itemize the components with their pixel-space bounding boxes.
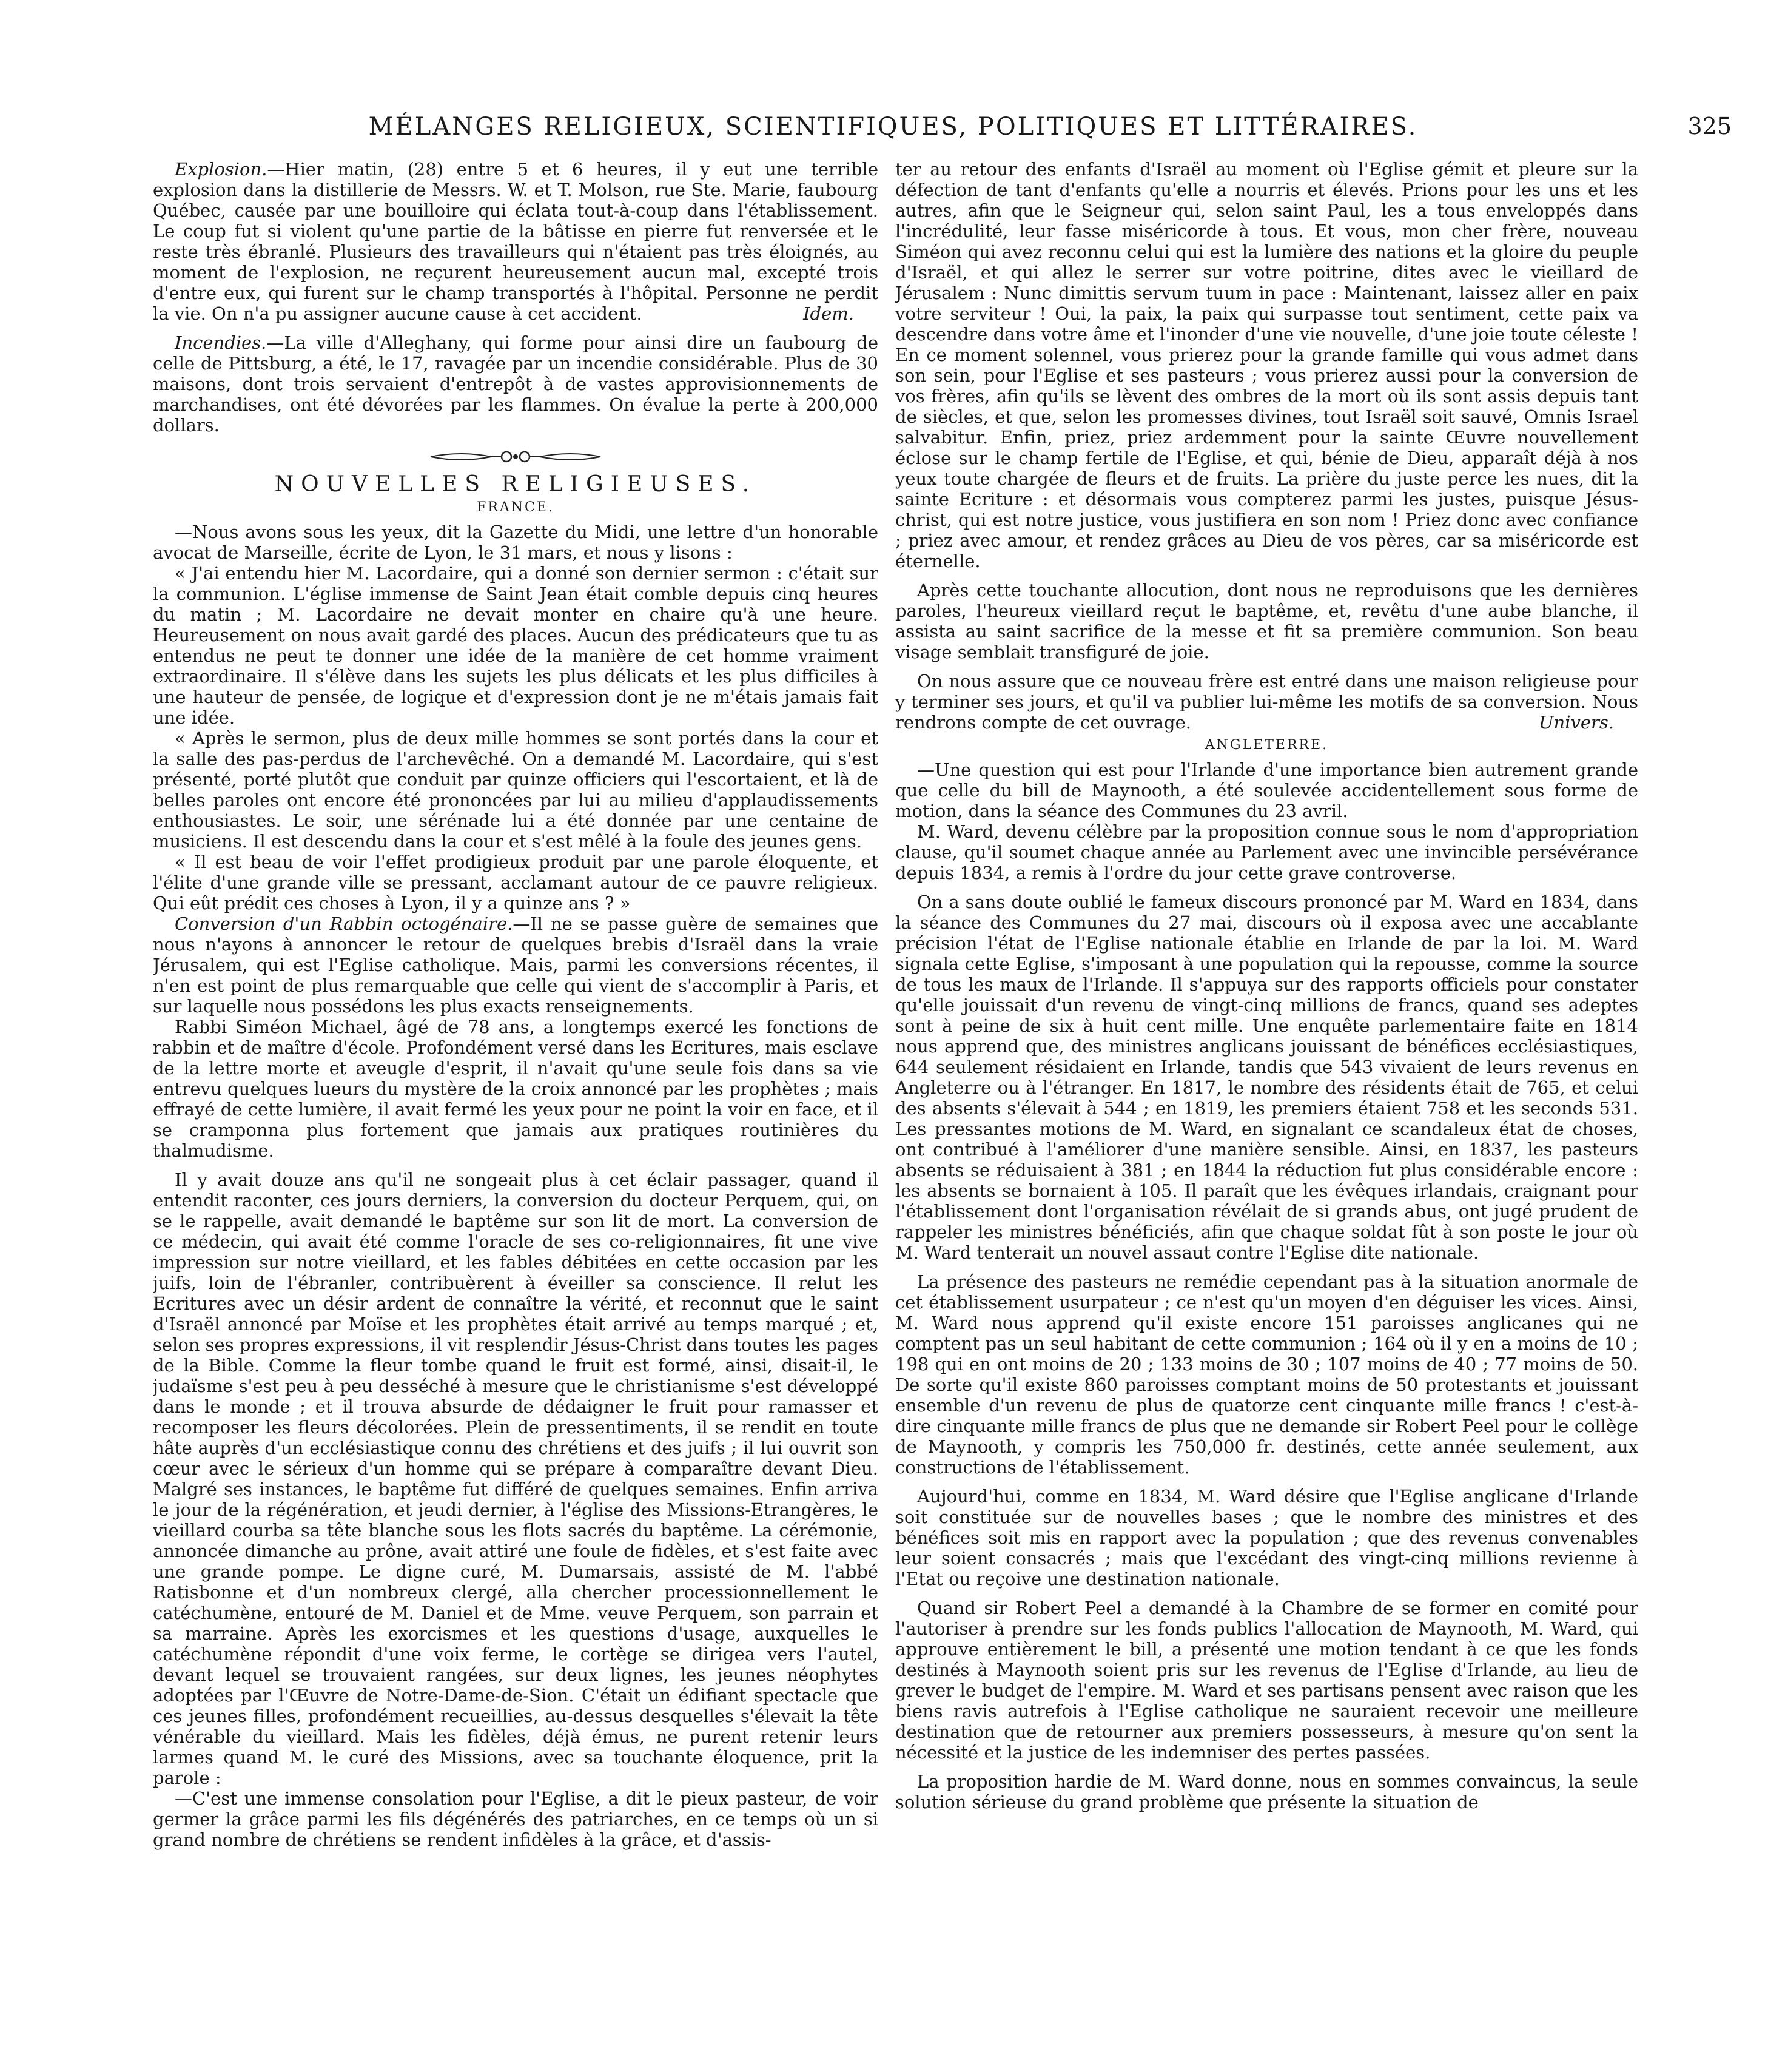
paragraph: ter au retour des enfants d'Israël au moment où l'Eglise gémit et pleure sur la défection de tant d'enfants qu'elle a nourris et élevés. Prions pour les uns et les autres, afin que le Seigneur qui, selon saint Paul, les a tous enveloppés dans l'incrédulité, leur fasse miséricorde à tous. Et vous, mon cher frère, nouveau Siméon qui avez reconnu celui qui est la lumière des nations et la gloire du peuple d'Israël, et qui allez le serrer sur votre poitrine, dites avec le vieillard de Jérusalem : Nunc dimittis servum tuum in pace : Maintenant, laissez aller en paix votre serviteur ! Oui, la paix, la paix qui surpasse tout sentiment, cette paix va descendre dans votre âme et l'inonder d'une vie nouvelle, d'une joie toute céleste ! En ce moment solennel, vous prierez pour la grande famille qui vous admet dans son sein, pour l'Eglise et ses pasteurs ; vous prierez aussi pour la conversion de vos frères, afin qu'ils se lèvent des ombres de la mort où ils sont assis depuis tant de siècles, et que, selon les promesses divines, tout Israël soit sauvé, Omnis Israel salvabitur. Enfin, priez, priez ardemment pour la sainte Œuvre nouvellement éclose sur le champ fertile de l'Eglise, et qui, bénie de Dieu, apparaît déjà à nos yeux toute chargée de fleurs et de fruits. La prière du juste perce les nues, dit la sainte Ecriture : et désormais vous compterez parmi les justes, puisque Jésus-christ, qui est notre justice, vous justifiera en son nom ! Priez donc avec confiance ; priez avec amour, et rendez grâces au Dieu de vos pères, car sa miséricorde est éternelle. xyxy=(895,159,1638,571)
left-column xyxy=(153,159,878,2045)
paragraph: La présence des pasteurs ne remédie cependant pas à la situation anormale de cet établissement usurpateur ; ce n'est qu'un moyen d'en déguiser les vices. Ainsi, M. Ward nous apprend qu'il existe encore 151 paroisses anglicanes qui ne comptent pas un seul habitant de cette communion ; 164 où il y en a moins de 10 ; 198 qui en ont moins de 20 ; 133 moins de 30 ; 107 moins de 40 ; 77 moins de 50. De sorte qu'il existe 860 paroisses comptant moins de 50 protestants et jouissant ensemble d'un revenu de plus de quatorze cent cinquante mille francs ! c'est-à-dire cinquante mille francs de plus que ne demande sir Robert Peel pour le collège de Maynooth, y compris les 750,000 fr. destinés, cette année seulement, aux constructions de l'établissement. xyxy=(895,1271,1638,1478)
paragraph: Rabbi Siméon Michael, âgé de 78 ans, a longtemps exercé les fonctions de rabbin et de maître d'école. Profondément versé dans les Ecritures, mais esclave de la lettre morte et aveugle d'esprit, il n'avait qu'une seule fois dans sa vie entrevu quelques lueurs du mystère de la croix annoncé par les prophètes ; mais effrayé de cette lumière, il avait fermé les yeux pour ne point la voir en face, et il se cramponna plus fortement que jamais aux pratiques routinières du thalmudisme. xyxy=(153,1017,878,1161)
ornament-icon xyxy=(425,449,607,464)
conversion-text: —Il ne se passe guère de semaines que nous n'ayons à annoncer le retour de quelques brebis d'Israël dans la vraie Jérusalem, qui est l'Eglise catholique. Mais, parmi les conversions récentes, il n'en est point de plus remarquable que celle qui vient de s'accomplir à Paris, et sur laquelle nous possédons les plus exacts renseignements. xyxy=(153,913,878,1017)
paragraph-univers xyxy=(895,671,1638,733)
paragraph: « Après le sermon, plus de deux mille hommes se sont portés dans la cour et la salle des pas-perdus de l'archevêché. On a demandé M. Lacordaire, qui s'est présenté, porté plutôt que conduit par quinze officiers qui l'escortaient, et là de belles paroles ont encore été prononcées par lui au milieu d'applaudissements enthousiastes. Le soir, une sérénade lui a été donnée par une centaine de musiciens. Il est descendu dans la cour et s'est mêlé à la foule des jeunes gens. xyxy=(153,728,878,852)
paragraph: —Nous avons sous les yeux, dit la Gazette du Midi, une lettre d'un honorable avocat de Marseille, écrite de Lyon, le 31 mars, et nous y lisons : xyxy=(153,522,878,563)
subsection-france: FRANCE. xyxy=(477,500,554,515)
conversion-lead: Conversion d'un Rabbin octogénaire. xyxy=(175,913,513,934)
paragraph: —C'est une immense consolation pour l'Eglise, a dit le pieux pasteur, de voir germer la grâce parmi les fils dégénérés des patriarches, en ce temps où un si grand nombre de chrétiens se rendent infidèles à la grâce, et d'assis- xyxy=(153,1788,878,1850)
incendies-lead: Incendies. xyxy=(175,332,267,353)
paragraph-incendies xyxy=(153,332,878,436)
paragraph: Aujourd'hui, comme en 1834, M. Ward désire que l'Eglise anglicane d'Irlande soit constituée sur de nouvelles bases ; que le nombre des ministres et des bénéfices soit mis en rapport avec la population ; que des revenus convenables leur soient consacrés ; mais que l'excédant des vingt-cinq millions revienne à l'Etat ou reçoive une destination nationale. xyxy=(895,1486,1638,1589)
paragraph: Quand sir Robert Peel a demandé à la Chambre de se former en comité pour l'autoriser à prendre sur les fonds publics l'allocation de Maynooth, M. Ward, qui approuve entièrement le bill, a présenté une motion tendant à ce que les fonds destinés à Maynooth soient pris sur les revenus de l'Eglise d'Irlande, au lieu de grever le budget de l'empire. M. Ward et ses partisans pensent avec raison que les biens ravis autrefois à l'Eglise catholique ne sauraient recevoir une meilleure destination que de retourner aux premiers possesseurs, à mesure qu'on sent la nécessité et la justice de les indemniser des pertes passées. xyxy=(895,1598,1638,1763)
explosion-lead: Explosion. xyxy=(175,159,267,180)
running-title: MÉLANGES RELIGIEUX, SCIENTIFIQUES, POLITIQUES ET LITTÉRAIRES. xyxy=(368,113,1418,141)
paragraph: Il y avait douze ans qu'il ne songeait plus à cet éclair passager, quand il entendit raconter, ces jours derniers, la conversion du docteur Perquem, qui, on se le rappelle, avait demandé le baptême sur son lit de mort. La conversion de ce médecin, qui avait été comme l'oracle de ses co-religionnaires, fit une vive impression sur notre vieillard, et les fables débitées en cette occasion par les juifs, loin de l'ébranler, contribuèrent à éveiller sa conscience. Il relut les Ecritures avec un désir ardent de connaître la vérité, et reconnut que le saint d'Israël annoncé par Moïse et les prophètes était arrivé au temps marqué ; et, selon ses propres expressions, il vit resplendir Jésus-Christ dans toutes les pages de la Bible. Comme la fleur tombe quand le fruit est formé, ainsi, disait-il, le judaïsme s'est peu à peu desséché à mesure que le christianisme s'est développé dans le monde ; et il trouva absurde de dédaigner le fruit pour ramasser et recomposer les fleurs décolorées. Plein de pressentiments, il se rendit en toute hâte auprès d'un ecclésiastique connu des chrétiens et des juifs ; il lui ouvrit son cœur avec le sérieux d'un homme qui se prépare à comparaître devant Dieu. Malgré ses instances, le baptême fut différé de quelques semaines. Enfin arriva le jour de la régénération, et jeudi dernier, à l'église des Missions-Etrangères, le vieillard courba sa tête blanche sous les flots sacrés du baptême. La cérémonie, annoncée dimanche au prône, avait attiré une foule de fidèles, et s'est faite avec une grande pompe. Le digne curé, M. Dumarsais, assisté de M. l'abbé Ratisbonne et d'un nombreux clergé, alla chercher processionnellement le catéchumène, entouré de M. Daniel et de Mme. veuve Perquem, son parrain et sa marraine. Après les exorcismes et les questions d'usage, auxquelles le catéchumène répondit d'une voix ferme, le cortège se dirigea vers l'autel, devant lequel se trouvaient rangées, sur deux lignes, les jeunes néophytes adoptées par l'Œuvre de Notre-Dame-de-Sion. C'était un édifiant spectacle que ces jeunes filles, profondément recueillies, au-dessus desquelles s'élevait la tête vénérable du vieillard. Mais les fidèles, déjà émus, ne purent retenir leurs larmes quand M. le curé des Missions, avec sa touchante éloquence, prit la parole : xyxy=(153,1169,878,1788)
subsection-angleterre: ANGLETERRE. xyxy=(1205,738,1329,753)
paragraph: Après cette touchante allocution, dont nous ne reproduisons que les dernières paroles, l'heureux vieillard reçut le baptême, et, revêtu d'une aube blanche, il assista au saint sacrifice de la messe et fit sa première communion. Son beau visage semblait transfiguré de joie. xyxy=(895,580,1638,662)
paragraph: « J'ai entendu hier M. Lacordaire, qui a donné son dernier sermon : c'était sur la communion. L'église immense de Saint Jean était comble depuis cinq heures du matin ; M. Lacordaire ne devait monter en chaire qu'à une heure. Heureusement on nous avait gardé des places. Aucun des prédicateurs que tu as entendus ne peut te donner une idée de la manière de cet homme vraiment extraordinaire. Il s'élève dans les sujets les plus délicats et les plus difficiles à une hauteur de pensée, de logique et d'expression dont je ne m'étais jamais fait une idée. xyxy=(153,563,878,728)
running-head xyxy=(139,113,1732,149)
paragraph: La proposition hardie de M. Ward donne, nous en sommes convaincus, la seule solution sérieuse du grand problème que présente la situation de xyxy=(895,1771,1638,1812)
paragraph: —Une question qui est pour l'Irlande d'une importance bien autrement grande que celle du bill de Maynooth, a été soulevée accidentellement sous forme de motion, dans la séance des Communes du 23 avril. xyxy=(895,759,1638,821)
incendies-text: —La ville d'Alleghany, qui forme pour ainsi dire un faubourg de celle de Pittsburg, a été, le 17, ravagée par un incendie considérable. Plus de 30 maisons, dont trois servaient d'entrepôt à de vastes approvisionnements de marchandises, ont été dévorées par les flammes. On évalue la perte à 200,000 dollars. xyxy=(153,332,878,436)
explosion-signature: Idem. xyxy=(803,303,854,324)
explosion-text: —Hier matin, (28) entre 5 et 6 heures, il y eut une terrible explosion dans la distillerie de Messrs. W. et T. Molson, rue Ste. Marie, faubourg Québec, causée par une bouilloire qui éclata tout-à-coup dans l'établissement. Le coup fut si violent qu'une partie de la bâtisse en pierre fut renversée et le reste très ébranlé. Plusieurs des travailleurs qui n'étaient pas très éloignés, au moment de l'explosion, ne reçurent heureusement aucun mal, excepté trois d'entre eux, qui furent sur le champ transportés à l'hôpital. Personne ne perdit la vie. On n'a pu assigner aucune cause à cet accident. xyxy=(153,159,878,324)
paragraph: M. Ward, devenu célèbre par la proposition connue sous le nom d'appropriation clause, qu'il soumet chaque année au Parlement avec une invincible persévérance depuis 1834, a remis à l'ordre du jour cette grave controverse. xyxy=(895,821,1638,883)
paragraph-explosion xyxy=(153,159,878,324)
section-title: NOUVELLES RELIGIEUSES. xyxy=(274,472,757,497)
paragraph: « Il est beau de voir l'effet prodigieux produit par une parole éloquente, et l'élite d'une grande ville se pressant, acclamant autour de ce pauvre religieux. Qui eût prédit ces choses à Lyon, il y a quinze ans ? » xyxy=(153,852,878,913)
ornament-divider xyxy=(153,448,878,468)
univers-text: On nous assure que ce nouveau frère est entré dans une maison religieuse pour y terminer ses jours, et qu'il va publier lui-même les motifs de sa conversion. Nous rendrons compte de cet ouvrage. xyxy=(895,671,1638,733)
paragraph: On a sans doute oublié le fameux discours prononcé par M. Ward en 1834, dans la séance des Communes du 27 mai, discours où il exposa avec une accablante précision l'état de l'Eglise nationale établie en Irlande de par la loi. M. Ward signala cette Eglise, s'imposant à une population qui la repousse, comme la source de tous les maux de l'Irlande. Il s'appuya sur des rapports officiels pour constater qu'elle jouissait d'un revenu de vingt-cinq millions de francs, quand ses adeptes sont à peine de six à huit cent mille. Une enquête parlementaire faite en 1814 nous apprend que, des ministres anglicans jouissant de bénéfices ecclésiastiques, 644 seulement résidaient en Irlande, tandis que 543 vivaient de leurs revenus en Angleterre ou à l'étranger. En 1817, le nombre des résidents était de 765, et celui des absents s'élevait à 544 ; en 1819, les premiers étaient 758 et les seconds 531. Les pressantes motions de M. Ward, en signalant ce scandaleux état de choses, ont contribué à l'améliorer d'une manière sensible. Ainsi, en 1837, les pasteurs absents se réduisaient à 381 ; en 1844 la réduction fut plus considérable encore : les absents se bornaient à 105. Il paraît que les évêques irlandais, craignant pour l'établissement dont l'organisation révélait de si grands abus, ont jugé prudent de rappeler les ministres bénéficiés, afin que chaque soldat fût à son poste le jour où M. Ward tenterait un nouvel assaut contre l'Eglise dite nationale. xyxy=(895,892,1638,1263)
paragraph-conversion xyxy=(153,913,878,1017)
page-number: 325 xyxy=(1687,113,1732,140)
right-column xyxy=(895,159,1638,2045)
univers-signature: Univers. xyxy=(1539,712,1614,733)
